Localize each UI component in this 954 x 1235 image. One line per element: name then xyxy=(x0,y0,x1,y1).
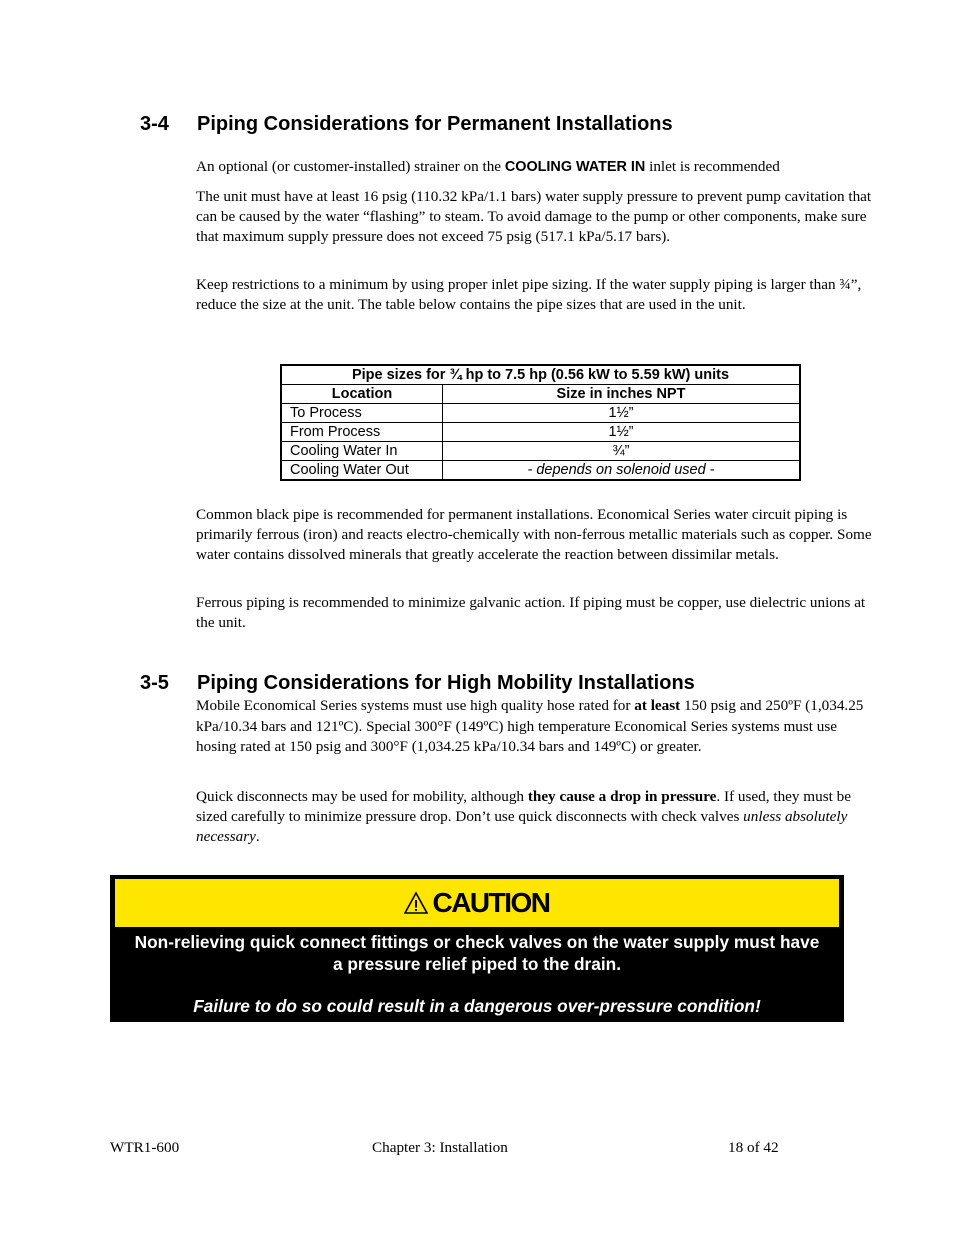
text: . If used, they must be sized carefully to minimize pressure drop. Don’t use quick disconnects with check valves xyxy=(196,788,851,825)
emphasis-italic: unless absolutely necessary xyxy=(196,807,848,845)
pipe-sizes-table xyxy=(280,364,801,481)
cell-size: - depends on solenoid used - xyxy=(443,461,801,481)
section-title: Piping Considerations for Permanent Installations xyxy=(197,113,673,135)
text: Mobile Economical Series systems must use high quality hose rated for xyxy=(196,697,635,714)
section-title: Piping Considerations for High Mobility Installations xyxy=(197,672,695,694)
pressure-paragraph: The unit must have at least 16 psig (110.32 kPa/1.1 bars) water supply pressure to prevent pump cavitation that can be caused by the water “flashing” to steam. To avoid damage to the pump or other components, make sure that maximum supply pressure does not exceed 75 psig (517.1 kPa/5.17 bars). xyxy=(196,188,872,245)
table-row xyxy=(281,423,800,442)
text: inlet is recommended xyxy=(645,158,780,175)
emphasis: at least xyxy=(634,697,681,714)
table-row xyxy=(281,442,800,461)
table-header-row xyxy=(281,385,800,404)
text: Quick disconnects may be used for mobility, although xyxy=(196,788,528,805)
section-number: 3-5 xyxy=(140,672,169,694)
cell-location: Cooling Water In xyxy=(281,442,443,461)
warning-triangle-icon xyxy=(404,891,428,915)
text: 150 psig and 250ºF (1,034.25 kPa/10.34 bars and 121ºC). Special 300°F (149ºC) high temperature Economical Series systems must use hosing rated at 150 psig and 300°F (1,034.25 kPa/10.34 bars and 149ºC) or greater. xyxy=(196,697,864,756)
table-caption: Pipe sizes for ¾ hp to 7.5 hp (0.56 kW to 5.59 kW) units xyxy=(281,365,800,385)
emphasis: they cause a drop in pressure xyxy=(527,788,717,805)
caution-header xyxy=(115,879,839,927)
cell-location: To Process xyxy=(281,404,443,423)
ferrous-piping-paragraph: Ferrous piping is recommended to minimize galvanic action. If piping must be copper, use dielectric unions at the unit. xyxy=(196,594,866,631)
hose-rating-paragraph xyxy=(196,696,872,758)
footer-page-number: 18 of 42 xyxy=(728,1139,779,1156)
footer-chapter: Chapter 3: Installation xyxy=(372,1139,508,1156)
caution-message: Non-relieving quick connect fittings or check valves on the water supply must have a pressure relief piped to the drain. xyxy=(134,932,820,974)
caution-box xyxy=(110,875,844,1022)
quick-disconnect-paragraph xyxy=(196,787,872,846)
section-number: 3-4 xyxy=(140,113,169,135)
section-3-5-heading xyxy=(140,672,695,695)
column-header-location: Location xyxy=(281,385,443,404)
caution-warning: Failure to do so could result in a dangerous over-pressure condition! xyxy=(193,996,761,1016)
table-caption-row xyxy=(281,365,800,385)
text: . xyxy=(255,827,260,845)
black-pipe-paragraph: Common black pipe is recommended for permanent installations. Economical Series water circuit piping is primarily ferrous (iron) and reacts electro-chemically with non-ferrous metallic materials such as copper. Some water contains dissolved minerals that greatly accelerate the reaction between dissimilar metals. xyxy=(196,506,872,563)
table-row xyxy=(281,404,800,423)
text: An optional (or customer-installed) strainer on the xyxy=(196,158,505,175)
cooling-water-in-label: COOLING WATER IN xyxy=(504,159,646,175)
cell-location: Cooling Water Out xyxy=(281,461,443,481)
table-row xyxy=(281,461,800,481)
column-header-size: Size in inches NPT xyxy=(443,385,801,404)
cell-size: 1½” xyxy=(443,404,801,423)
cell-location: From Process xyxy=(281,423,443,442)
cell-size: 1½” xyxy=(443,423,801,442)
section-3-4-heading xyxy=(140,113,673,136)
footer-doc-id: WTR1-600 xyxy=(110,1139,180,1156)
caution-title: CAUTION xyxy=(432,887,550,918)
restrictions-paragraph: Keep restrictions to a minimum by using proper inlet pipe sizing. If the water supply piping is larger than ¾”, reduce the size at the unit. The table below contains the pipe sizes that are used in the unit. xyxy=(196,276,862,313)
strainer-paragraph xyxy=(196,157,872,178)
cell-size: ¾” xyxy=(443,442,801,461)
